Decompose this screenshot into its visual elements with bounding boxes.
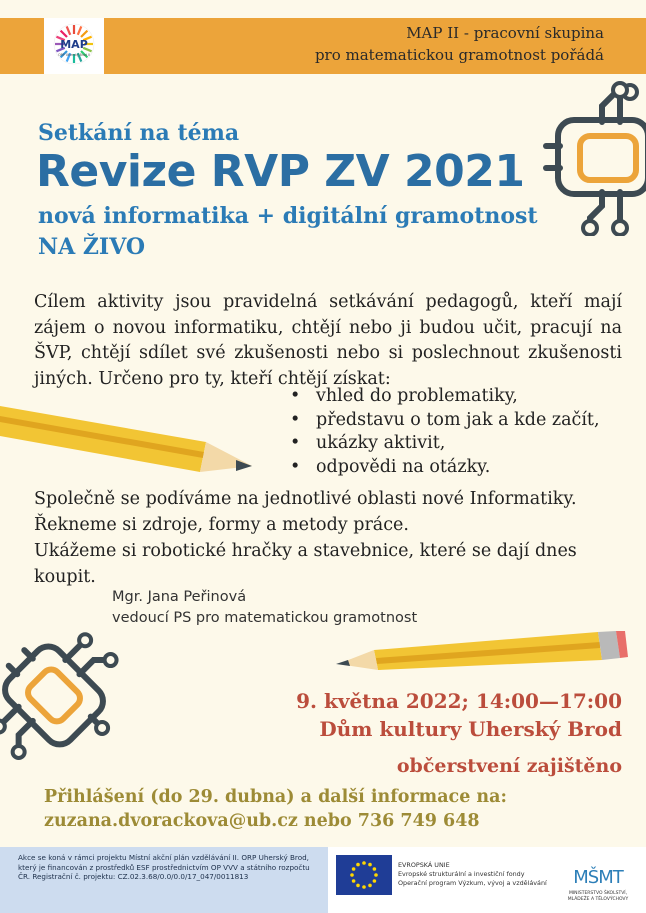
event-date: 9. května 2022; 14:00—17:00 (296, 689, 622, 713)
signature-role: vedoucí PS pro matematickou gramotnost (112, 610, 418, 626)
registration-contact[interactable]: zuzana.dvorackova@ub.cz nebo 736 749 648 (44, 811, 480, 831)
title-live: NA ŽIVO (38, 234, 146, 260)
header-line-2: pro matematickou gramotnost pořádá (314, 46, 604, 64)
event-place: Dům kultury Uherský Brod (319, 717, 622, 741)
eu-line-1: EVROPSKÁ UNIE (398, 861, 450, 869)
chip-icon (540, 76, 646, 236)
details-line-3: Ukážeme si robotické hračky a stavebnice, které se dají dnes koupit. (34, 541, 577, 587)
details-line-2: Řekneme si zdroje, formy a metody práce. (34, 515, 409, 535)
page-title: Revize RVP ZV 2021 (36, 146, 525, 197)
chip-icon (0, 614, 124, 784)
details-line-1: Společně se podíváme na jednotlivé oblasti nové Informatiky. (34, 489, 577, 509)
msmt-letters: MŠMT (573, 867, 623, 888)
pencil-icon (0, 402, 260, 480)
list-item: • ukázky aktivit, (288, 432, 600, 456)
logo-subtext: ORP Uherský Brod II (58, 53, 90, 57)
eu-line-2: Evropské strukturální a investiční fondy (398, 870, 525, 878)
details-paragraph (34, 486, 624, 590)
eu-line-3: Operační program Výzkum, vývoj a vzdělávání (398, 879, 547, 887)
footer (0, 847, 646, 913)
eu-flag (336, 855, 392, 895)
pencil-icon (330, 628, 630, 676)
list-item: • odpovědi na otázky. (288, 456, 600, 480)
map-logo-graphic (44, 18, 104, 74)
signature (112, 587, 417, 629)
event-refreshments: občerstvení zajištěno (396, 755, 622, 777)
footer-project-text: Akce se koná v rámci projektu Místní akční plán vzdělávání II. ORP Uherský Brod, který je financován z prostředků ESF prostřednictvím OP VVV a státního rozpočtu ČR. Registrační č. projektu: CZ.02.3.68/0.0/0.0/17_047/0011813 (0, 847, 328, 913)
list-item: • vhled do problematiky, (288, 385, 600, 409)
msmt-text: MINISTERSTVO ŠKOLSTVÍ, MLÁDEŽE A TĚLOVÝCHOVY (567, 891, 629, 902)
msmt-logo-graphic (562, 853, 634, 891)
header-line-1: MAP II - pracovní skupina (406, 24, 604, 42)
eu-flag-graphic (336, 855, 392, 895)
eu-program-text (398, 861, 547, 888)
msmt-logo (562, 853, 634, 909)
logo-text: MAP (60, 38, 88, 51)
list-item: • představu o tom jak a kde začít, (288, 409, 600, 433)
map-logo (44, 18, 104, 74)
registration-info: Přihlášení (do 29. dubna) a další informace na: (44, 787, 507, 807)
title-sub: nová informatika + digitální gramotnost (38, 203, 538, 229)
title-pre: Setkání na téma (38, 120, 240, 146)
bullet-list (288, 385, 600, 479)
header-text (315, 22, 604, 66)
signature-name: Mgr. Jana Peřinová (112, 589, 247, 605)
intro-paragraph: Cílem aktivity jsou pravidelná setkávání pedagogů, kteří mají zájem o novou informatiku, chtějí nebo ji budou učit, pracují na ŠVP, chtějí sdílet své zkušenosti nebo si poslechnout zkušenosti jiných. Určeno pro ty, kteří chtějí získat: (34, 292, 622, 389)
